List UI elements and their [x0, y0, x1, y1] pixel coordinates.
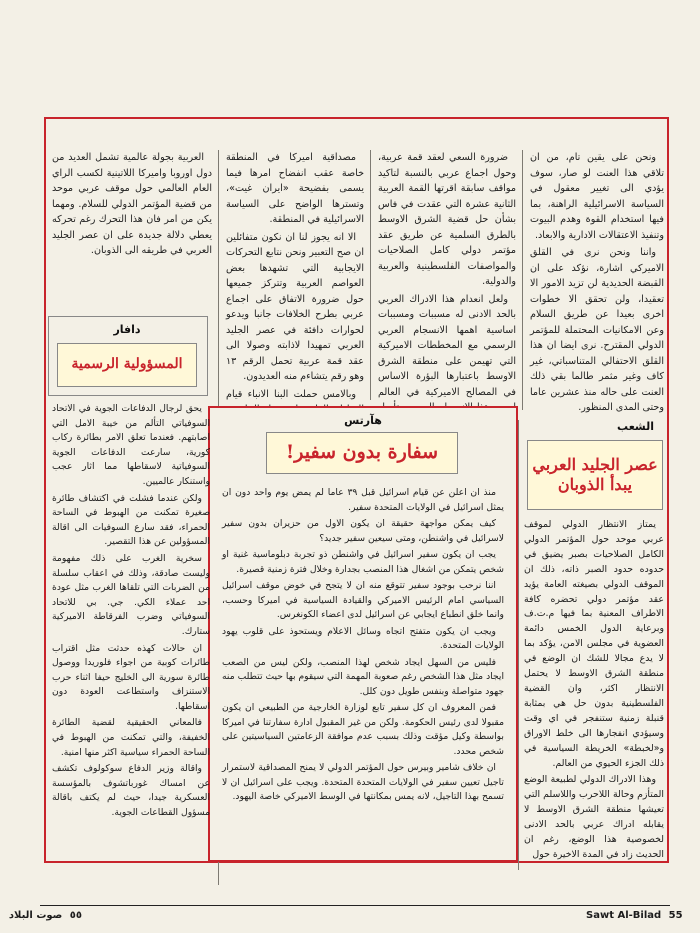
haaretz-headline-box	[266, 432, 458, 474]
footer-rule	[40, 905, 670, 906]
dafar-headline-frame	[48, 316, 208, 396]
haaretz-kicker: هآرتس	[344, 414, 382, 427]
dafar-heading	[49, 323, 205, 336]
dafar-paragraph: ان حالات كهذه حدثت مثل اقتراب طائرات كوبية من اجواء فلوريدا ووصول طائرة سورية الى الخليج حيفا اثناء حرب الاستنزاف واستطاعت العودة دون اسقاطها.	[52, 642, 210, 712]
col1-paragraph: ونحن على يقين تام، من ان تلاقي هذا العنت لو صار، سوف يؤدي الى تغيير معقول في السياسة الاسرائيلية الراهنة، بما فيها استخدام القوة وهدم البيوت وتنفيذ الاعتقالات الادارية والابعاد.	[530, 152, 664, 241]
shaab-headline-box	[527, 440, 663, 510]
shaab-body	[524, 518, 664, 865]
haaretz-body	[222, 486, 504, 807]
shaab-paragraph: يمتاز الانتظار الدولي لموقف عربي موحد حول المؤتمر الدولي الكامل الصلاحيات بصبر يضيق في حدوده حدود الصبر ذاته، ذلك ان الموقف الدولي بصيغته العامة يؤيد عقد مؤتمر دولي تحضره كافة الاطراف المعنية بما فيها م.ت.ف وبرعاية الدول الخمس دائمة العضوية في مجلس الامن، يؤكد بما لا يدع مجالا للشك ان الوضع في منطقة الشرق الاوسط لا يحتمل الانتظار اكثر، وان القضية الفلسطينية بدون حل هي بمثابة قنبلة زمنية ستنفجر في اي وقت وسيؤدي انفجارها الى خلط الاوراق و«لخبطة» الخريطة السياسية في ذلك الجزء الحيوي من العالم.	[524, 519, 664, 769]
column-4	[52, 150, 212, 261]
dafar-headline: المسؤولية الرسمية	[71, 356, 183, 373]
footer-page-number-arabic: ٥٥	[69, 910, 82, 921]
haaretz-heading	[210, 414, 516, 427]
dafar-paragraph: ولكن عندما فشلت في اكتشاف طائرة صغيرة تمكنت من الهبوط في الساحة الحمراء، فقد سارع السوفيات الى اقالة المسؤولين عن هذا التقصير.	[52, 492, 210, 548]
haaretz-box	[208, 406, 518, 862]
col2-paragraph: ضرورة السعي لعقد قمة عربية، وحول اجماع عربي بالنسبة لتاكيد مواقف سابقة اقرتها القمة العربية الثانية عشرة التي عقدت في فاس بشأن حل قضية الشرق الاوسط بالطرق السلمية عن طريق عقد مؤتمر دولي كامل الصلاحيات والمواصفات الفلسطينية والعربية والدولية.	[378, 152, 516, 287]
dafar-headline-box	[57, 343, 197, 387]
dafar-paragraph: يحق لرجال الدفاعات الجوية في الاتحاد السوفياتي التألم من خيبة الامل التي اصابتهم. فعندما تعلق الامر بطائرة ركاب كورية، سارعت الدفاعات الجوية السوفياتية لاسقاطها مما اثار عجب واستنكار عالميين.	[52, 403, 210, 487]
footer-left-label	[586, 910, 683, 921]
haaretz-paragraph: اننا نرحب بوجود سفير تتوقع منه ان لا يتجح في خوض موقف اسرائيل السياسي امام الرئيس الاميركي والقيادة السياسية في اميركا وحسب، وانما خلق انطباع ايجابي عن اسرائيل لدى اعضاء الكونغرس.	[222, 580, 504, 620]
col3-paragraph: الا انه يجوز لنا ان نكون متفائلين ان صح التعبير ونحن نتابع التحركات الايجابية التي تشهدها بعض العواصم العربية وتتركز جميعها حول ضرورة الاتفاق على اجماع عربي بطرح الخلافات جانبا ويدعو لحوارات دافئة في عصر الجليد العربي تمهيدا لاذابته وصولا الى عقد قمة عربية تحمل الرقم ١٣ وهو رقم يتشاءم منه العديدون.	[226, 231, 364, 382]
col1-paragraph: واننا ونحن نرى في القلق الاميركي اشارة، نؤكد على ان القبضة الحديدية لن تزيد الامور الا تعقيدا، ولن تحقق الا خطوات اخرى بعيدا عن طريق السلام وعن الامكانيات المحتملة للمؤتمر الدولي المقترح. نرى ايضا ان هذا القلق الاحتفالي المتناسباتي، غير كاف وغير مثمر طالما بقي ذلك العنت على حاله منذ عشرين عاما وحتى المدى المنظور.	[530, 247, 664, 413]
column-divider	[522, 150, 523, 410]
shaab-headline-line1: عصر الجليد العربي	[532, 455, 658, 474]
col3-paragraph: مصداقية اميركا في المنطقة خاصة عقب انفضاح امرها فيما يسمى بفضيحة «ايران غيت»، وتسترها الواضح على السياسة الاسرائيلية في المنطقة.	[226, 152, 364, 225]
dafar-paragraph: سخرية الغرب على ذلك مفهومة وليست صادقة، وذلك في اعقاب سلسلة من الضربات التي تلقاها الغرب مثل عودة احد عملاء الكي. جي. بي للاتحاد السوفياتي وضرب الفرقاطة الاميركية ستارك.	[52, 552, 210, 637]
shaab-headline	[532, 455, 657, 495]
col2-paragraph: ولعل انعدام هذا الادراك العربي بالحد الادنى له مسببات ومسببات اساسية اهمها الانسجام العربي الرسمي مع المخططات الاميركية التي تهيمن على منطقة الشرق الاوسط باعتبارها البؤرة الاساس في المصالح الاميركية في العالم	[378, 293, 516, 398]
haaretz-paragraph: ان خلاف شامير وبيرس حول المؤتمر الدولي لا يمنح المصداقية لاستمرار تاجيل تعيين سفير في الولايات المتحدة المتحدة. ويجب على اسرائيل ان لا تسمح بهذا التاجيل، لانه يمس بمكانتها في الوسط الاميركي خاصة اليهود.	[222, 762, 504, 802]
haaretz-paragraph: فليس من السهل ايجاد شخص لهذا المنصب، ولكن ليس من الصعب ايجاد مثل هذا الشخص رغم صعوبة المهمة التي سيقوم بها حيث تتطلب منه جهود متواصلة وبنفس طويل دون كلل.	[222, 656, 504, 697]
shaab-headline-line2: يبدأ الذوبان	[557, 475, 633, 494]
haaretz-paragraph: ويجب ان يكون متفتح اتجاه وسائل الاعلام ويستحوذ على قلوب يهود الولايات المتحدة.	[222, 625, 504, 651]
haaretz-paragraph: فمن المعروف ان كل سفير تابع لوزارة الخارجية من الطبيعي ان يكون مقبولا لدى رئيس الحكومة. ولكن من غير المقبول ادارة سفارتنا في اميركا بواسطة وكيل مؤقت وذلك بسبب عدم موافقة الزعامتين السياسيتين على شخص محدد.	[222, 702, 504, 757]
haaretz-paragraph: منذ ان اعلن عن قيام اسرائيل قبل ٣٩ عاما لم يمض يوم واحد دون ان يمثل اسرائيل في الولايات المتحدة سفير.	[222, 487, 504, 513]
column-2	[378, 150, 516, 449]
column-3	[226, 150, 364, 420]
haaretz-paragraph: يجب ان يكون سفير اسرائيل في واشنطن ذو تجربة دبلوماسية غنية او شخص يتمكن من اشغال هذا المنصب بجدارة وخلال فترة زمنية قصيرة.	[222, 549, 504, 575]
footer-right-label	[9, 910, 82, 921]
col3-paragraph: وبالامس حملت البنا الانباء قيام	[226, 388, 356, 400]
footer-publication-latin: Sawt Al-Bilad	[586, 910, 662, 921]
column-1	[530, 150, 664, 418]
shaab-kicker: الشعب	[617, 420, 654, 433]
dafar-kicker: دافار	[113, 323, 141, 336]
dafar-paragraph: واقالة وزير الدفاع سوكولوف تكشف عن امساك غورباتشوف بالمؤسسة العسكرية جيدا، حيث لم يكتف باقالة مسؤول القطاعات الجوية.	[52, 763, 210, 819]
column-divider	[518, 420, 519, 870]
haaretz-headline: سفارة بدون سفير!	[285, 441, 439, 464]
shaab-paragraph: وهذا الادراك الدولي لطبيعة الوضع المتأزم وحالة اللاحرب واللاسلم التي تعيشها منطقة الشرق الاوسط لا يقابله ادراك عربي بالحد الادنى لخصوصية هذا الوضع، رغم ان الحديث زاد في المدة الاخيرة حول	[524, 774, 664, 860]
dafar-body	[52, 402, 210, 823]
footer-page-number-latin: 55	[668, 910, 683, 921]
dafar-paragraph: فالمعاني الحقيقية لقضية الطائرة الخفيفة، والتي تمكنت من الهبوط في الساحة الحمراء سياسية اكثر منها امنية.	[52, 717, 210, 758]
footer-publication-arabic: صوت البلاد	[8, 910, 63, 921]
col4-paragraph: العربية بجولة عالمية تشمل العديد من دول اوروبا واميركا اللاتينية لكسب الراي العام العالمي حول موقف عربي موحد من قضية المؤتمر الدولي للسلام. ومهما يكن من امر فان هذا التحرك رغم تحركه يعطي دلالة جديدة على ان عصر الجليد العربي في طريقه الى الذوبان.	[52, 152, 212, 256]
shaab-heading	[522, 420, 662, 433]
column-divider	[370, 150, 371, 400]
haaretz-paragraph: كيف يمكن مواجهة حقيقة ان يكون الاول من حزيران بدون سفير لاسرائيل في واشنطن، ومتى سيعين سفير جديد؟	[222, 518, 504, 544]
